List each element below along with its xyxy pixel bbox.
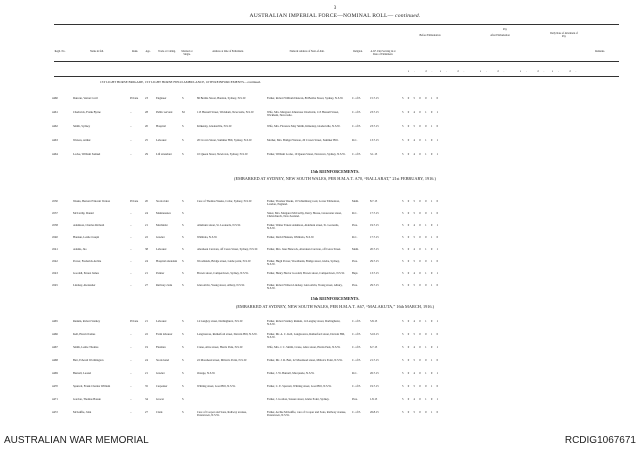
entry-rel: C. of E. — [352, 384, 361, 388]
entry-address: Crane, Alice street, Harris Park, N.S.W. — [197, 345, 243, 349]
entry-name: McGuffie, John — [73, 410, 92, 414]
entry-rank: .. — [130, 332, 132, 336]
entry-age: 34 — [145, 397, 148, 401]
entry-enl: 20.7.15 — [370, 247, 379, 251]
entry-enl: 29.7.15 — [370, 259, 379, 263]
entry-rank: .. — [130, 211, 132, 215]
entry-amt: 5 0 5 0 0 1 0 — [402, 384, 440, 388]
entry-kin: Father, Mr. J. R. Batt, 22 Morehead street, Milton's Point, N.S.W. — [267, 358, 343, 362]
entry-rel: Meth. — [352, 199, 359, 203]
section-3-embarkation: (EMBARKED AT SYDNEY, NEW SOUTH WALES, PER H.M.A.T. A67, “MALAKUTA,” 16th MARCH, 1916.) — [235, 304, 435, 309]
entry-rel: Pres. — [352, 259, 358, 263]
entry-kin: Father, Mr. A. C. Kell, Langtreaves, Rutherford street, Darwin Hill, N.S.W. — [267, 332, 345, 340]
unit-labels-3: s. d. — [480, 70, 510, 73]
entry-married: S — [182, 345, 184, 349]
entry-enl: 5.8.15 — [370, 319, 378, 323]
entry-rank: .. — [130, 223, 132, 227]
page-title — [40, 13, 630, 19]
entry-age: 22 — [145, 332, 148, 336]
entry-amt: 5 0 4 0 1 0 1 — [402, 319, 440, 323]
entry-rel: C. of E. — [352, 96, 361, 100]
entry-enl: 29.7.15 — [370, 283, 379, 287]
entry-married: S — [182, 410, 184, 414]
entry-married: S — [182, 96, 184, 100]
entry-amt: 5 0 4 0 1 0 1 — [402, 152, 440, 156]
header-trade: Trade or Calling. — [158, 50, 176, 53]
entry-enl: 19.7.15 — [370, 384, 379, 388]
roll-entry — [40, 125, 630, 139]
header-rule-top — [54, 24, 619, 25]
entry-no: 4540 — [52, 235, 58, 239]
entry-amt: 5 0 5 0 0 1 0 — [402, 410, 440, 414]
entry-rel: Pres. — [352, 283, 358, 287]
entry-rank: .. — [130, 283, 132, 287]
entry-no: 4461 — [52, 110, 58, 114]
entry-married: S — [182, 247, 184, 251]
entry-address: Langtreaves, Rutherford street, Darwin Hill, N.S.W. — [197, 332, 258, 336]
entry-rel: R.C. — [352, 138, 358, 142]
entry-rel: C. of E. — [352, 345, 361, 349]
entry-amt: 5 0 5 0 0 1 0 — [402, 199, 440, 203]
entry-rel: C. of E. — [352, 152, 361, 156]
entry-amt: 5 0 5 0 0 1 0 — [402, 96, 440, 100]
entry-address: 86 Bertha Street, Bandon, Sydney, N.S.W. — [197, 96, 246, 100]
entry-rank: .. — [130, 271, 132, 275]
entry-enl: 8.7.15 — [370, 199, 378, 203]
entry-address: 113 Hansall Street, Wickham, Newcastle, N.S.W. — [197, 110, 255, 114]
entry-no: 4462 — [52, 124, 58, 128]
entry-amt: 5 0 5 0 0 1 0 — [402, 259, 440, 263]
entry-kin: Father, J. Gordon, Sussex street, Glebe Point, Sydney. — [267, 397, 330, 401]
entry-address: Care of Thomas Weeks, Cobar, Sydney, N.S.W. — [197, 199, 252, 203]
entry-enl: 19.7.15 — [370, 223, 379, 227]
entry-enl: 15.7.15 — [370, 96, 379, 100]
entry-rank: .. — [130, 235, 132, 239]
entry-married: S — [182, 332, 184, 336]
entry-amt: 5 0 4 0 1 0 1 — [402, 371, 440, 375]
entry-rel: C. of E. — [352, 110, 361, 114]
header-kin: Name & Address of Next-of-Kin. — [289, 50, 325, 53]
entry-kin: Wife, Mrs. Florence May Smith, Kilkenny, Gladesville, N.S.W. — [267, 124, 341, 128]
entry-no: 4467 — [52, 345, 58, 349]
entry-kin: Father, Archie McGuffie, care of Cooper and Sons, Railway avenue, Peterstown, N.S.W. — [267, 410, 347, 418]
entry-age: 35 — [145, 384, 148, 388]
entry-kin: Wife, Mrs. J. C. Smith, Crane, Alice street, Harris Park, N.S.W. — [267, 345, 341, 349]
footer-reference: RCDIG1067671 — [564, 435, 636, 446]
header-address: Address at time of Enlistment. — [212, 50, 244, 53]
entry-amt: 5 0 4 0 1 0 1 — [402, 271, 440, 275]
roll-entry — [40, 359, 630, 373]
entry-no: 4530 — [52, 199, 58, 203]
entry-kin: Father, Mrs. Jane Hancock, Aberdeen Caravan, off Ceres Street. — [267, 247, 342, 251]
roll-entry — [40, 111, 630, 125]
header-pay-before: Before Embarkation — [419, 34, 441, 37]
entry-trade: Labourer — [156, 319, 167, 323]
entry-rel: Pres. — [352, 223, 358, 227]
entry-name: Watson, Arthur — [73, 138, 91, 142]
entry-age: 20 — [145, 124, 148, 128]
roll-entry — [40, 411, 630, 425]
roll-entry — [40, 372, 630, 386]
entry-married: S — [182, 152, 184, 156]
roll-entry — [40, 153, 630, 167]
entry-rel: R.C. — [352, 211, 358, 215]
entry-rel: C. of E. — [352, 358, 361, 362]
entry-married: S — [182, 223, 184, 227]
entry-name: Gordon, Thomas Bassie — [73, 397, 101, 401]
entry-name: Weeks, Bernard Vincent Vernon — [73, 199, 111, 203]
entry-enl: 23.7.15 — [370, 124, 379, 128]
entry-enl: 23.7.15 — [370, 110, 379, 114]
entry-trade: Stock hand — [156, 358, 169, 362]
entry-age: 21 — [145, 271, 148, 275]
header-remarks: Remarks. — [595, 50, 605, 53]
entry-address: Aldeburn street, St. Leonards, N.S.W. — [197, 223, 241, 227]
entry-kin: Father, William Locke, 10 Queen Street, Newtown, Sydney, N.S.W. — [267, 152, 346, 156]
entry-amt: 5 0 4 0 1 0 1 — [402, 223, 440, 227]
page-title-suffix: continued. — [395, 13, 421, 19]
unit-title: 1ST LIGHT HORSE BRIGADE, 1ST LIGHT HORSE FIELD AMBULANCE, 10TH REINFORCEMENTS—continued. — [100, 80, 262, 84]
entry-married: S — [182, 397, 184, 401]
entry-no: 4470 — [52, 384, 58, 388]
entry-age: 21 — [145, 371, 148, 375]
entry-rank: .. — [130, 110, 132, 114]
entry-kin: Father, Robert Stanley Rankin, 14 Langley street, Darlinghurst, N.S.W. — [267, 319, 341, 327]
entry-trade: Lift attendant — [156, 152, 172, 156]
header-rank: Rank. — [131, 50, 139, 53]
entry-age: 21 — [145, 319, 148, 323]
entry-amt: 5 0 4 0 1 0 1 — [402, 110, 440, 114]
header-rule-mid — [54, 61, 619, 62]
header-no: Regtl. No. — [54, 50, 66, 53]
header-married: Married or Single. — [181, 50, 193, 56]
header-allotment: Daily Rate of Allotment of Pay — [550, 32, 578, 38]
entry-married: S — [182, 235, 184, 239]
entry-enl: 13.7.15 — [370, 138, 379, 142]
entry-address: 20 Crown Street, Summer Hill, Sydney, N.S.W. — [197, 138, 253, 142]
entry-trade: Grazier — [156, 371, 165, 375]
section-3-title: 15th REINFORCEMENTS. — [310, 296, 360, 301]
header-pay-after: After Embarkation — [490, 34, 510, 37]
entry-no: 4537 — [52, 211, 58, 215]
entry-enl: 5.10.15 — [370, 332, 379, 336]
entry-amt: 5 0 4 0 1 0 1 — [402, 138, 440, 142]
entry-rank: Private — [130, 319, 139, 323]
entry-age: 19 — [145, 345, 148, 349]
entry-address: 10 Queen Street, Newtown, Sydney, N.S.W. — [197, 152, 249, 156]
entry-rank: .. — [130, 247, 132, 251]
entry-enl: 17.7.15 — [370, 235, 379, 239]
entry-trade: Machinist — [156, 223, 168, 227]
entry-no: 4545 — [52, 283, 58, 287]
entry-address: 22 Morehead street, Milton's Point, N.S.W. — [197, 358, 247, 362]
entry-name: Smith, Sydney — [73, 124, 91, 128]
entry-age: 28 — [145, 110, 148, 114]
entry-rank: Private — [130, 96, 139, 100]
page-title-text: AUSTRALIAN IMPERIAL FORCE—NOMINAL ROLL— — [249, 13, 394, 19]
entry-rel: Bapt. — [352, 271, 359, 275]
entry-rank: .. — [130, 397, 132, 401]
entry-married: S — [182, 211, 184, 215]
entry-rank: .. — [130, 345, 132, 349]
entry-trade: Labourer — [156, 138, 167, 142]
entry-rel: R.C. — [352, 235, 358, 239]
entry-age: 22 — [145, 235, 148, 239]
entry-age: 21 — [145, 223, 148, 227]
unit-labels-2: s. d. — [440, 70, 470, 73]
entry-age: 38 — [145, 247, 148, 251]
entry-age: 23 — [145, 96, 148, 100]
entry-enl: 1.8.15 — [370, 397, 378, 401]
entry-amt: 5 0 4 0 1 0 1 — [402, 397, 440, 401]
entry-no: 4472 — [52, 410, 58, 414]
entry-address: Woodlands, Bridge street, Glebe point, N.S.W. — [197, 259, 252, 263]
entry-rel: C. of E. — [352, 410, 361, 414]
entry-no: 4466 — [52, 332, 58, 336]
entry-name: Burnell, Leonel — [73, 371, 92, 375]
entry-address: 14 Langley street, Darlinghurst, N.S.W. — [197, 319, 243, 323]
entry-married: S — [182, 358, 184, 362]
entry-name: Locke, William Samuel — [73, 152, 101, 156]
footer-source: AUSTRALIAN WAR MEMORIAL — [4, 435, 149, 446]
entry-address: Care of Cooper and Sons, Railway avenue, Peterstown, N.S.W. — [197, 410, 247, 418]
entry-address: Brown street, Camperdown, Sydney, N.S.W. — [197, 271, 249, 275]
entry-married: S — [182, 319, 184, 323]
entry-trade: Labourer — [156, 247, 167, 251]
entry-kin: Mother, Mrs. Bridget Watson, 20 Crown Street, Summer Hill. — [267, 138, 339, 142]
entry-address: Orange, N.S.W. — [197, 371, 216, 375]
entry-age: 24 — [145, 259, 148, 263]
entry-rel: C. of E. — [352, 332, 361, 336]
entry-trade: Hospital attendant — [156, 259, 178, 263]
entry-kin: Sister, Mrs. Margaret McCarthy, Derry House, Gloucester street, Christchurch, New Zealand. — [267, 211, 342, 219]
entry-age: 20 — [145, 199, 148, 203]
entry-married: S — [182, 124, 184, 128]
entry-enl: 17.7.15 — [370, 211, 379, 215]
entry-age: 27 — [145, 410, 148, 414]
entry-trade: Farm labourer — [156, 332, 173, 336]
entry-age: 24 — [145, 358, 148, 362]
entry-age: 27 — [145, 283, 148, 287]
entry-married: S — [182, 283, 184, 287]
entry-rel: C. of E. — [352, 319, 361, 323]
header-rule-bottom — [54, 76, 619, 77]
entry-name: Chadwick, Frank Byrne — [73, 110, 101, 114]
entry-no: 4542 — [52, 259, 58, 263]
entry-no: 4469 — [52, 371, 58, 375]
entry-rel: Pres. — [352, 397, 358, 401]
entry-no: 4541 — [52, 247, 58, 251]
unit-labels-5: s. d. — [552, 70, 582, 73]
section-2-title: 15th REINFORCEMENTS. — [310, 169, 360, 174]
entry-enl: 26.7.15 — [370, 371, 379, 375]
entry-enl: 6.7.15 — [370, 345, 378, 349]
entry-name: Lindsay, Alexander — [73, 283, 96, 287]
entry-amt: 5 0 4 0 1 0 1 — [402, 247, 440, 251]
entry-no: 4465 — [52, 319, 58, 323]
entry-trade: Hospital — [156, 124, 166, 128]
entry-rel: R.C. — [352, 371, 358, 375]
entry-trade: Maintenance — [156, 211, 171, 215]
entry-trade: Stock rider — [156, 199, 169, 203]
entry-trade: Grocer — [156, 397, 165, 401]
entry-enl: 3.1.15 — [370, 152, 378, 156]
entry-amt: 5 0 5 0 0 1 0 — [402, 211, 440, 215]
entry-enl: 26.8.15 — [370, 410, 379, 414]
entry-rank: .. — [130, 371, 132, 375]
entry-no: 4468 — [52, 358, 58, 362]
entry-trade: Carpenter — [156, 384, 168, 388]
entry-name: Batt, Edward Worthington — [73, 358, 104, 362]
entry-trade: Railway clerk — [156, 283, 173, 287]
entry-name: Adams, Jno — [73, 247, 87, 251]
nominal-roll-page — [40, 4, 630, 429]
entry-no: 4543 — [52, 271, 58, 275]
entry-kin: Father, Henry Hector Goodall, Brown street, Camperdown, N.S.W. — [267, 271, 345, 275]
entry-name: Adamson, Charles Richard — [73, 223, 105, 227]
footer — [0, 429, 640, 451]
entry-trade: Clerk — [156, 410, 163, 414]
entry-rank: Private — [130, 199, 139, 203]
entry-age: 29 — [145, 152, 148, 156]
page-number: 3 — [333, 6, 337, 11]
entry-name: Duncan, Vernet Cecil — [73, 96, 98, 100]
entry-no: 4460 — [52, 96, 58, 100]
entry-name: Kell, Harold James — [73, 332, 96, 336]
entry-married: S — [182, 199, 184, 203]
entry-address: Glen Alvin, Young street, Albury, N.S.W. — [197, 283, 245, 287]
header-pay: Pay — [503, 28, 507, 31]
entry-enl: 21.7.15 — [370, 358, 379, 362]
header-enlistment: A.I.F. Unit Serving in at Date of Enlistment. — [370, 50, 396, 56]
entry-amt: 5 0 5 0 0 1 0 — [402, 124, 440, 128]
header-religion: Religion. — [353, 50, 363, 53]
entry-married: S — [182, 138, 184, 142]
entry-kin: Wife, Mrs. Margaret Johnstone Chadwick, 113 Hansall Street, Wickham, Newcastle. — [267, 110, 339, 118]
roll-entry — [40, 139, 630, 153]
entry-no: 4464 — [52, 152, 58, 156]
entry-trade: Grazier — [156, 235, 165, 239]
entry-kin: Father, Hugh Power, Woodlands, Bridge street, Glebe, Sydney, N.S.W. — [267, 259, 340, 267]
entry-enl: 13.7.15 — [370, 271, 379, 275]
entry-rank: .. — [130, 152, 132, 156]
entry-married: S — [182, 371, 184, 375]
entry-trade: Painter — [156, 271, 165, 275]
header-age: Age. — [145, 50, 151, 53]
entry-name: Hannan, Leslie Joseph — [73, 235, 100, 239]
entry-married: S — [182, 259, 184, 263]
entry-age: 24 — [145, 211, 148, 215]
entry-rank: .. — [130, 410, 132, 414]
entry-kin: Father, Robert Wilson Lindsay, Glen Alvin, Young street, Albury, N.S.W. — [267, 283, 343, 291]
entry-address: Kilkenny, Gladesville, N.S.W. — [197, 124, 232, 128]
roll-entry — [40, 97, 630, 111]
section-2-embarkation: (EMBARKED AT SYDNEY, NEW SOUTH WALES, PER H.M.A.T. A70, “BALLARAT,” 21st FEBRUARY, 1916.) — [234, 176, 436, 181]
entry-kin: Father, C. E. Spurrett, Whiting street, Goat Hill, N.S.W. — [267, 384, 332, 388]
entry-name: McCarthy, Daniel — [73, 211, 94, 215]
entry-amt: 5 0 4 0 1 0 1 — [402, 345, 440, 349]
entry-married: S — [182, 384, 184, 388]
entry-trade: Public servant — [156, 110, 173, 114]
roll-entry — [40, 385, 630, 399]
entry-trade: Engineer — [156, 96, 167, 100]
entry-married: S — [182, 271, 184, 275]
entry-name: Smith, Leslie Thomas — [73, 345, 99, 349]
entry-rank: .. — [130, 358, 132, 362]
entry-rel: C. of E. — [352, 124, 361, 128]
entry-no: 4463 — [52, 138, 58, 142]
unit-labels-4: s. d. — [520, 70, 550, 73]
entry-no: 4471 — [52, 397, 58, 401]
entry-kin: Father, Thomas Weeks, 19 Schumberg road, Lower Edmonton, London, England. — [267, 199, 340, 207]
entry-name: Rankin, Robert Stanley — [73, 319, 101, 323]
entry-address: Whiting street, Goat Hill, N.S.W. — [197, 384, 236, 388]
entry-amt: 5 0 5 0 0 1 0 — [402, 283, 440, 287]
entry-address: Wimbala, N.S.W. — [197, 235, 218, 239]
entry-name: Spurrett, Frank Charles William — [73, 384, 111, 388]
entry-rank: .. — [130, 124, 132, 128]
entry-name: Power, Frederick Archie — [73, 259, 102, 263]
entry-no: 4538 — [52, 223, 58, 227]
unit-labels: s. d. — [408, 70, 438, 73]
entry-married: M — [182, 110, 185, 114]
entry-kin: Father, Walter Ernest Adamson, Aldeburn street, St. Leonards, N.S.W. — [267, 223, 340, 231]
entry-kin: Father, Robert William Duncan, 86 Bertha Street, Sydney, N.S.W. — [267, 96, 344, 100]
entry-amt: 5 0 5 0 0 1 0 — [402, 358, 440, 362]
entry-kin: Father, David Hannan, Wimbala, N.S.W. — [267, 235, 315, 239]
entry-age: 25 — [145, 138, 148, 142]
entry-amt: 5 0 5 0 0 1 0 — [402, 332, 440, 336]
header-name: Name in full. — [90, 50, 104, 53]
entry-name: Goodall, Ernest James — [73, 271, 99, 275]
entry-rel: Meth. — [352, 247, 359, 251]
entry-rank: .. — [130, 138, 132, 142]
entry-rank: .. — [130, 259, 132, 263]
entry-amt: 5 0 5 0 0 1 0 — [402, 235, 440, 239]
entry-kin: Father, J. W. Burnell, Macquarie, N.S.W. — [267, 371, 315, 375]
entry-address: Aberdeen Caravan, off Ceres Street, Sydney, N.S.W. — [197, 247, 258, 251]
entry-rank: .. — [130, 384, 132, 388]
entry-trade: Fireman — [156, 345, 166, 349]
